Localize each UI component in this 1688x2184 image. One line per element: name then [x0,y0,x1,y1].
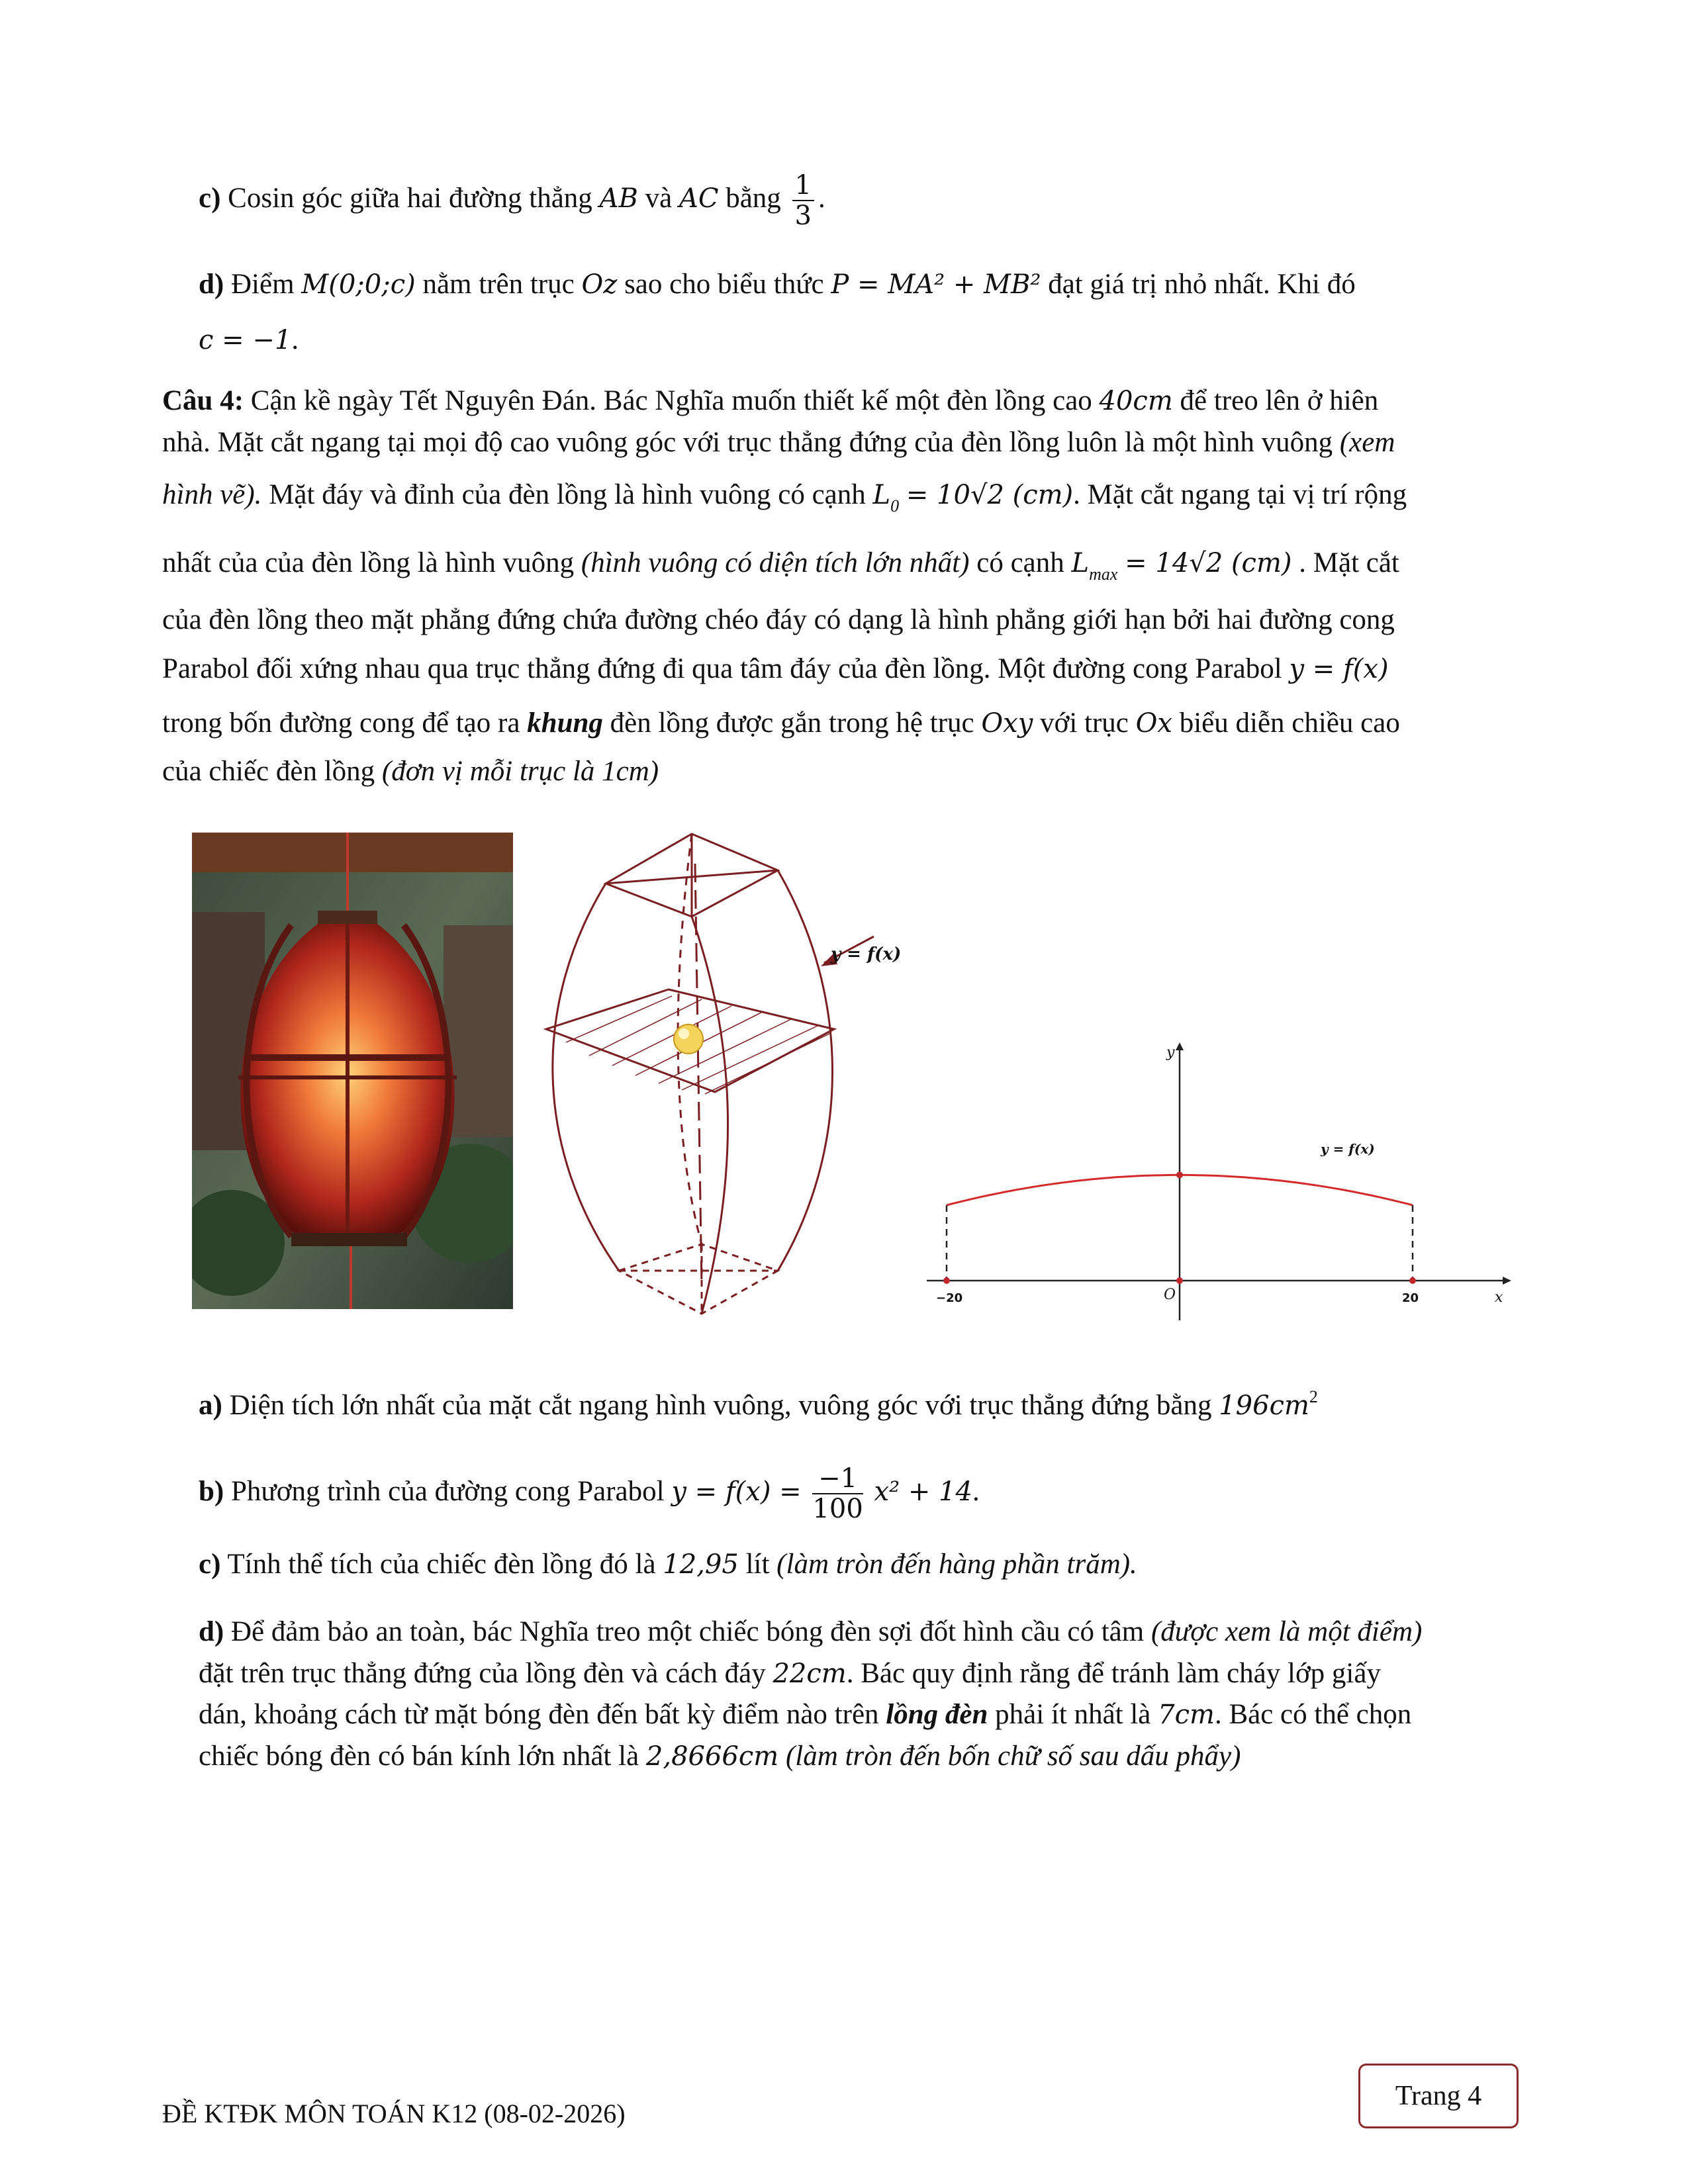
answer-emphasis: lồng đèn [886,1699,988,1730]
math-subscript: max [1089,565,1118,584]
question-line-6 [162,652,1389,686]
math-ab: AB [599,183,638,214]
curve-label-3d: y = f(x) [831,944,902,964]
vertical-axis [695,864,702,1287]
fraction-numerator: 1 [792,171,814,201]
lantern-photo [192,833,513,1309]
parabola-graph [920,1042,1516,1324]
item-text: Điểm [230,269,295,300]
item-text: và [645,182,673,214]
question-text: biểu diễn chiều cao [1179,707,1400,739]
answer-label: c) [199,1549,221,1580]
bulb-icon [674,1024,703,1054]
answer-note: (được xem là một điểm) [1150,1616,1423,1647]
answer-b [199,1464,980,1524]
math-distance: 7cm [1158,1700,1215,1730]
math-rhs: x² + 14 [874,1476,972,1507]
item-text: sao cho biểu thức [624,269,824,300]
item-d-top-result: c = −1. [199,324,299,355]
fraction [812,1464,863,1524]
item-text: đạt giá trị nhỏ nhất. Khi đó [1048,269,1356,300]
question-line-2 [162,426,1395,460]
question-emphasis: khung [527,707,603,739]
fraction-denominator: 100 [812,1494,863,1524]
question-line-1 [162,384,1378,418]
answer-text: Diện tích lớn nhất của mặt cắt ngang hình vuông, vuông góc với trục thẳng đứng bằng [229,1390,1212,1421]
question-text: trong bốn đường cong để tạo ra [162,707,520,739]
fraction-denominator: 3 [794,201,812,231]
question-text: . Mặt cắt [1299,547,1399,578]
question-line-7 [162,706,1400,741]
question-text: Cận kề ngày Tết Nguyên Đán. Bác Nghĩa muốn thiết kế một đèn lồng cao [250,385,1092,416]
question-text: có cạnh [976,547,1064,578]
item-d-top [199,267,1356,302]
question-note: (hình vuông có diện tích lớn nhất) [581,547,970,578]
answer-c [199,1547,1137,1582]
math-point-m: M(0;0;c) [301,269,416,300]
question-note: (đơn vị mỗi trục là 1cm) [381,756,659,787]
answer-label: b) [199,1475,224,1507]
answer-unit: lít [745,1549,770,1580]
question-text: của đèn lồng theo mặt phẳng đứng chứa đường chéo đáy có dạng là hình phẳng giới hạn bởi hai đường cong [162,604,1395,635]
question-text: nhà. Mặt cắt ngang tại mọi độ cao vuông góc với trục thẳng đứng của đèn lồng luôn là một hình vuông [162,427,1333,458]
math-lmax: L [1071,548,1090,578]
question-note: (xem [1339,427,1395,458]
answer-note: (làm tròn đến hàng phần trăm). [776,1549,1137,1580]
math-superscript: 2 [1309,1387,1318,1406]
math-l0: L [872,480,891,510]
frame-curve-left [553,884,619,1271]
question-text: Mặt đáy và đỉnh của đèn lồng là hình vuông có cạnh [269,479,866,510]
answer-d-line-3 [199,1698,1411,1732]
answer-text: . Bác quy định rằng để tránh làm cháy lớp giấy [846,1658,1381,1689]
item-label: c) [199,182,221,214]
answer-text: đặt trên trục thẳng đứng của lồng đèn và cách đáy [199,1658,766,1689]
x-axis-label: x [1495,1289,1503,1306]
lantern-wireframe-diagram [539,831,910,1320]
question-text: với trục [1040,707,1129,739]
question-text: của chiếc đèn lồng [162,756,375,787]
question-text: để treo lên ở hiên [1180,385,1379,416]
question-text: Parabol đối xứng nhau qua trục thẳng đứng đi qua tâm đáy của đèn lồng. Một đường cong Parabol [162,653,1282,684]
math-ox: Ox [1135,708,1172,739]
question-note: hình vẽ). [162,479,262,510]
answer-label: d) [199,1616,224,1647]
answer-d-line-4 [199,1739,1241,1774]
math-subscript: 0 [890,496,900,516]
question-text: . Mặt cắt ngang tại vị trí rộng [1073,479,1407,510]
math-lhs: y = f(x) = [671,1476,802,1507]
math-height: 40cm [1099,386,1173,416]
math-result: c = −1 [199,325,292,355]
question-line-3 [162,478,1407,523]
question-text: nhất của của đèn lồng là hình vuông [162,547,575,578]
math-area: 196cm [1219,1390,1309,1421]
math-volume: 12,95 [663,1549,739,1580]
answer-text: dán, khoảng cách từ mặt bóng đèn đến bất kỳ điểm nào trên [199,1699,879,1730]
question-line-8 [162,754,659,789]
tick-left-label: −20 [936,1291,963,1305]
graph-point-1 [1176,1277,1183,1284]
answer-d-line-1 [199,1615,1422,1649]
curve-label: y = f(x) [1321,1141,1375,1157]
answer-d-line-2 [199,1657,1381,1691]
answer-text: . Bác có thể chọn [1214,1699,1412,1730]
math-function: y = f(x) [1289,654,1389,684]
math-oxy: Oxy [981,708,1033,739]
frame-curve-right [778,870,833,1271]
answer-text: phải ít nhất là [995,1699,1151,1730]
punctuation: . [972,1475,980,1507]
answer-a [199,1380,1318,1423]
math-expression: P = MA² + MB² [831,269,1041,300]
fraction [792,171,814,230]
question-label: Câu 4: [162,385,244,416]
item-text: Cosin góc giữa hai đường thẳng [228,182,592,214]
math-distance: 22cm [773,1659,847,1689]
graph-point-2 [943,1277,950,1284]
item-text: nằm trên trục [422,269,575,300]
tick-right-label: 20 [1402,1291,1419,1305]
answer-label: a) [199,1390,222,1421]
answer-text: Để đảm bảo an toàn, bác Nghĩa treo một chiếc bóng đèn sợi đốt hình cầu có tâm [230,1616,1145,1647]
graph-point-0 [1176,1171,1183,1178]
item-text: bằng [726,182,781,214]
answer-text: Phương trình của đường cong Parabol [230,1475,665,1507]
bottom-square [619,1244,778,1314]
answer-text: Tính thể tích của chiếc đèn lồng đó là [227,1549,656,1580]
fraction-numerator: −1 [812,1464,863,1494]
question-text: đèn lồng được gắn trong hệ trục [610,707,974,739]
question-line-5 [162,603,1395,637]
answer-note: (làm tròn đến bốn chữ số sau dấu phẩy) [785,1741,1241,1772]
origin-label: O [1164,1287,1176,1303]
graph-point-3 [1409,1277,1416,1284]
y-axis-label: y [1166,1044,1175,1061]
answer-text: chiếc bóng đèn có bán kính lớn nhất là [199,1741,639,1772]
question-line-4 [162,546,1399,592]
item-c-top: c) Cosin góc giữa hai đường thẳng AB và AC bằng $\frac{1}{3}$ . [199,170,825,231]
footer-title: ĐỀ KTĐK MÔN TOÁN K12 (08-02-2026) [162,2099,626,2128]
math-lmax-value: = 14√2 (cm) [1125,548,1292,578]
math-ac: AC [679,183,719,214]
math-oz: Oz [581,269,618,300]
page-number: Trang 4 [1358,2064,1519,2128]
item-label: d) [199,269,224,300]
math-l0-value: = 10√2 (cm) [906,480,1074,510]
math-radius: 2,8666cm [645,1741,779,1772]
